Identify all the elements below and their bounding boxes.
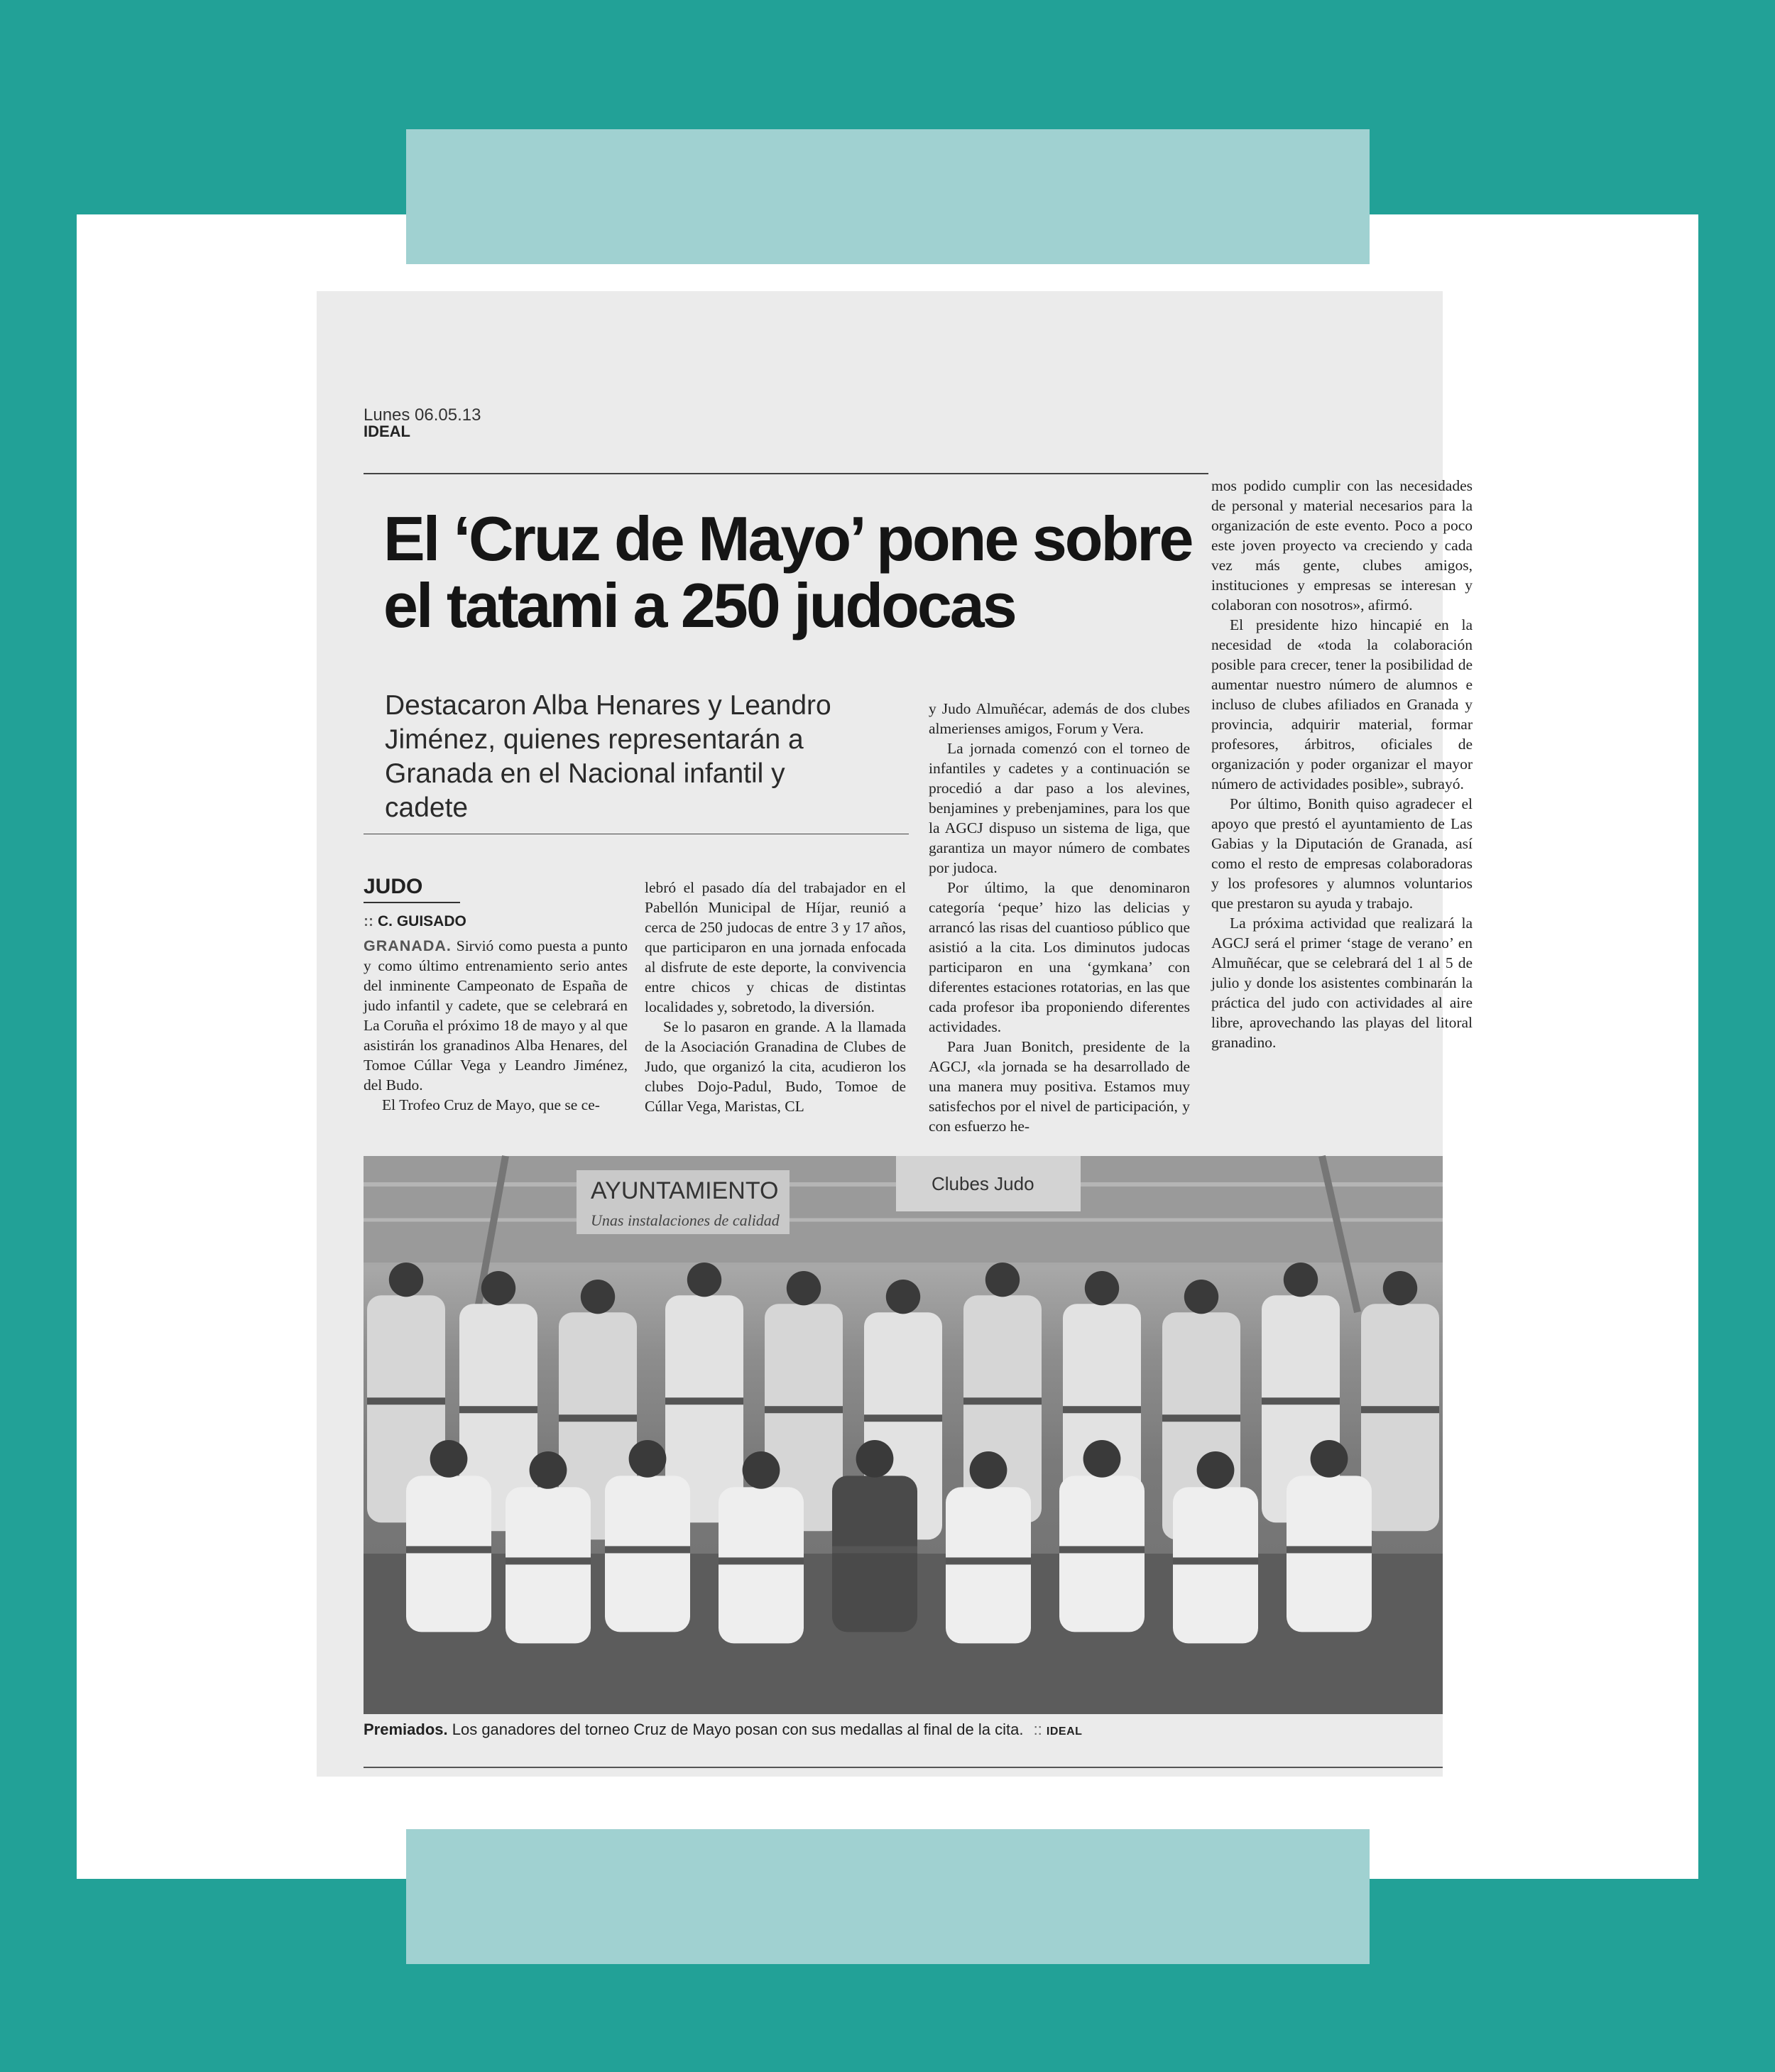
article-column-4 [1211, 476, 1473, 1150]
caption-credit: IDEAL [1046, 1725, 1083, 1738]
column-3-paragraph-4: Para Juan Bonitch, presidente de la AGCJ, «la jornada se ha desarrollado de una manera muy positiva. Estamos muy satisfechos por el nivel de participación, y con esfuerzo he- [929, 1038, 1190, 1135]
judoka-figure [1361, 1271, 1439, 1531]
article-column-2 [645, 878, 906, 1149]
column-1-paragraph-2: El Trofeo Cruz de Mayo, que se ce- [382, 1096, 600, 1113]
headline: El ‘Cruz de Mayo’ pone sobre el tatami a 250 judocas [383, 503, 1192, 640]
photo-caption [364, 1720, 1443, 1742]
article-column-1 [364, 936, 628, 1149]
bottom-accent-tab [406, 1829, 1370, 1964]
column-4-paragraph-3: Por último, Bonith quiso agradecer el apoyo que prestó el ayuntamiento de Las Gabias y la Diputación de Granada, así como el resto de empresas colaboradoras y los profesores y alumnos voluntarios que prestaron su ayuda y trabajo. [1211, 795, 1473, 912]
caption-text: Los ganadores del torneo Cruz de Mayo posan con sus medallas al final de la cita. [452, 1721, 1024, 1738]
author-name: C. GUISADO [378, 913, 466, 929]
column-3-paragraph-3: Por último, la que denominaron categoría ‘peque’ hizo las delicias y arrancó las risas del cuantioso público que asistió a la cita. Los diminutos judocas participaron en una ‘gymkana’ con diferentes estaciones rotatorias, en las que cada profesor iba proponiendo diferentes actividades. [929, 879, 1190, 1035]
bottom-rule [364, 1767, 1443, 1768]
dateline: GRANADA. [364, 937, 452, 954]
column-2-paragraph-2: Se lo pasaron en grande. A la llamada de la Asociación Granadina de Clubes de Judo, que organizó la cita, acudieron los clubes Dojo-Padul, Budo, Tomoe de Cúllar Vega, Maristas, CL [645, 1018, 906, 1115]
caption-lead: Premiados. [364, 1721, 448, 1738]
byline-mark: :: [364, 913, 373, 929]
banner-slogan: Unas instalaciones de calidad [591, 1211, 780, 1229]
column-1-paragraph-1: GRANADA. Sirvió como puesta a punto y como último entrenamiento serio antes del inminente Campeonato de España de judo infantil y cadete, que se celebrará en La Coruña el próximo 18 de mayo y al que asistirán los granadinos Alba Henares, del Tomoe Cúllar Vega y Leandro Jiménez, del Budo. [364, 937, 628, 1094]
section-rule [364, 902, 460, 903]
column-3-paragraph-1: y Judo Almuñécar, además de dos clubes almerienses amigos, Forum y Vera. [929, 700, 1190, 737]
caption-separator: :: [1033, 1721, 1042, 1738]
judoka-figure [963, 1263, 1042, 1522]
newspaper-clipping [317, 291, 1473, 1777]
article-column-3 [929, 699, 1190, 1150]
byline [364, 913, 466, 930]
section-label: JUDO [364, 875, 423, 898]
issue-date: Lunes 06.05.13 [364, 405, 481, 425]
publication-name: IDEAL [364, 422, 410, 440]
photo-illustration [364, 1156, 1443, 1714]
column-3-paragraph-2: La jornada comenzó con el torneo de infantiles y cadetes y a continuación se procedió a dar paso a los alevines, benjamines y prebenjamines, para los que la AGCJ dispuso un sistema de liga, que garantiza un mayor número de combates por judoca. [929, 740, 1190, 876]
banner-text: AYUNTAMIENTO [591, 1177, 779, 1204]
judo-group-photo [364, 1156, 1443, 1714]
header-rule [364, 473, 1208, 474]
column-4-paragraph-2: El presidente hizo hincapié en la necesidad de «toda la colaboración posible para crecer, tener la posibilidad de aumentar nuestro número de alumnos e incluso de clubes afiliados en Granada y provincia, adquirir material, formar profesores, árbitros, oficiales de organización y poder organizar el mayor número de actividades posible», subrayó. [1211, 616, 1473, 792]
column-2-paragraph-1: lebró el pasado día del trabajador en el Pabellón Municipal de Híjar, reunió a cerca de 250 judocas de entre 3 y 17 años, que participaron en una jornada enfocada al disfrute de este deporte, la convivencia entre chicos y chicas de distintas localidades y, sobretodo, la diversión. [645, 879, 906, 1015]
column-4-paragraph-1: mos podido cumplir con las necesidades de personal y material necesarios para la organización de este evento. Poco a poco este joven proyecto va creciendo y cada vez más gente, clubes amigos, instituciones y empresas se interesan y colaboran con nosotros», afirmó. [1211, 477, 1473, 614]
club-sign-text: Clubes Judo [932, 1173, 1034, 1194]
subheadline: Destacaron Alba Henares y Leandro Jiménez, quienes representarán a Granada en el Nacional infantil y cadete [385, 690, 831, 823]
column-4-paragraph-4: La próxima actividad que realizará la AGCJ será el primer ‘stage de verano’ en Almuñécar, que se celebrará del 1 al 5 de julio y donde los asistentes combinarán la práctica del judo con actividades al aire libre, aprovechando las playas del litoral granadino. [1211, 915, 1473, 1051]
top-accent-tab [406, 129, 1370, 264]
